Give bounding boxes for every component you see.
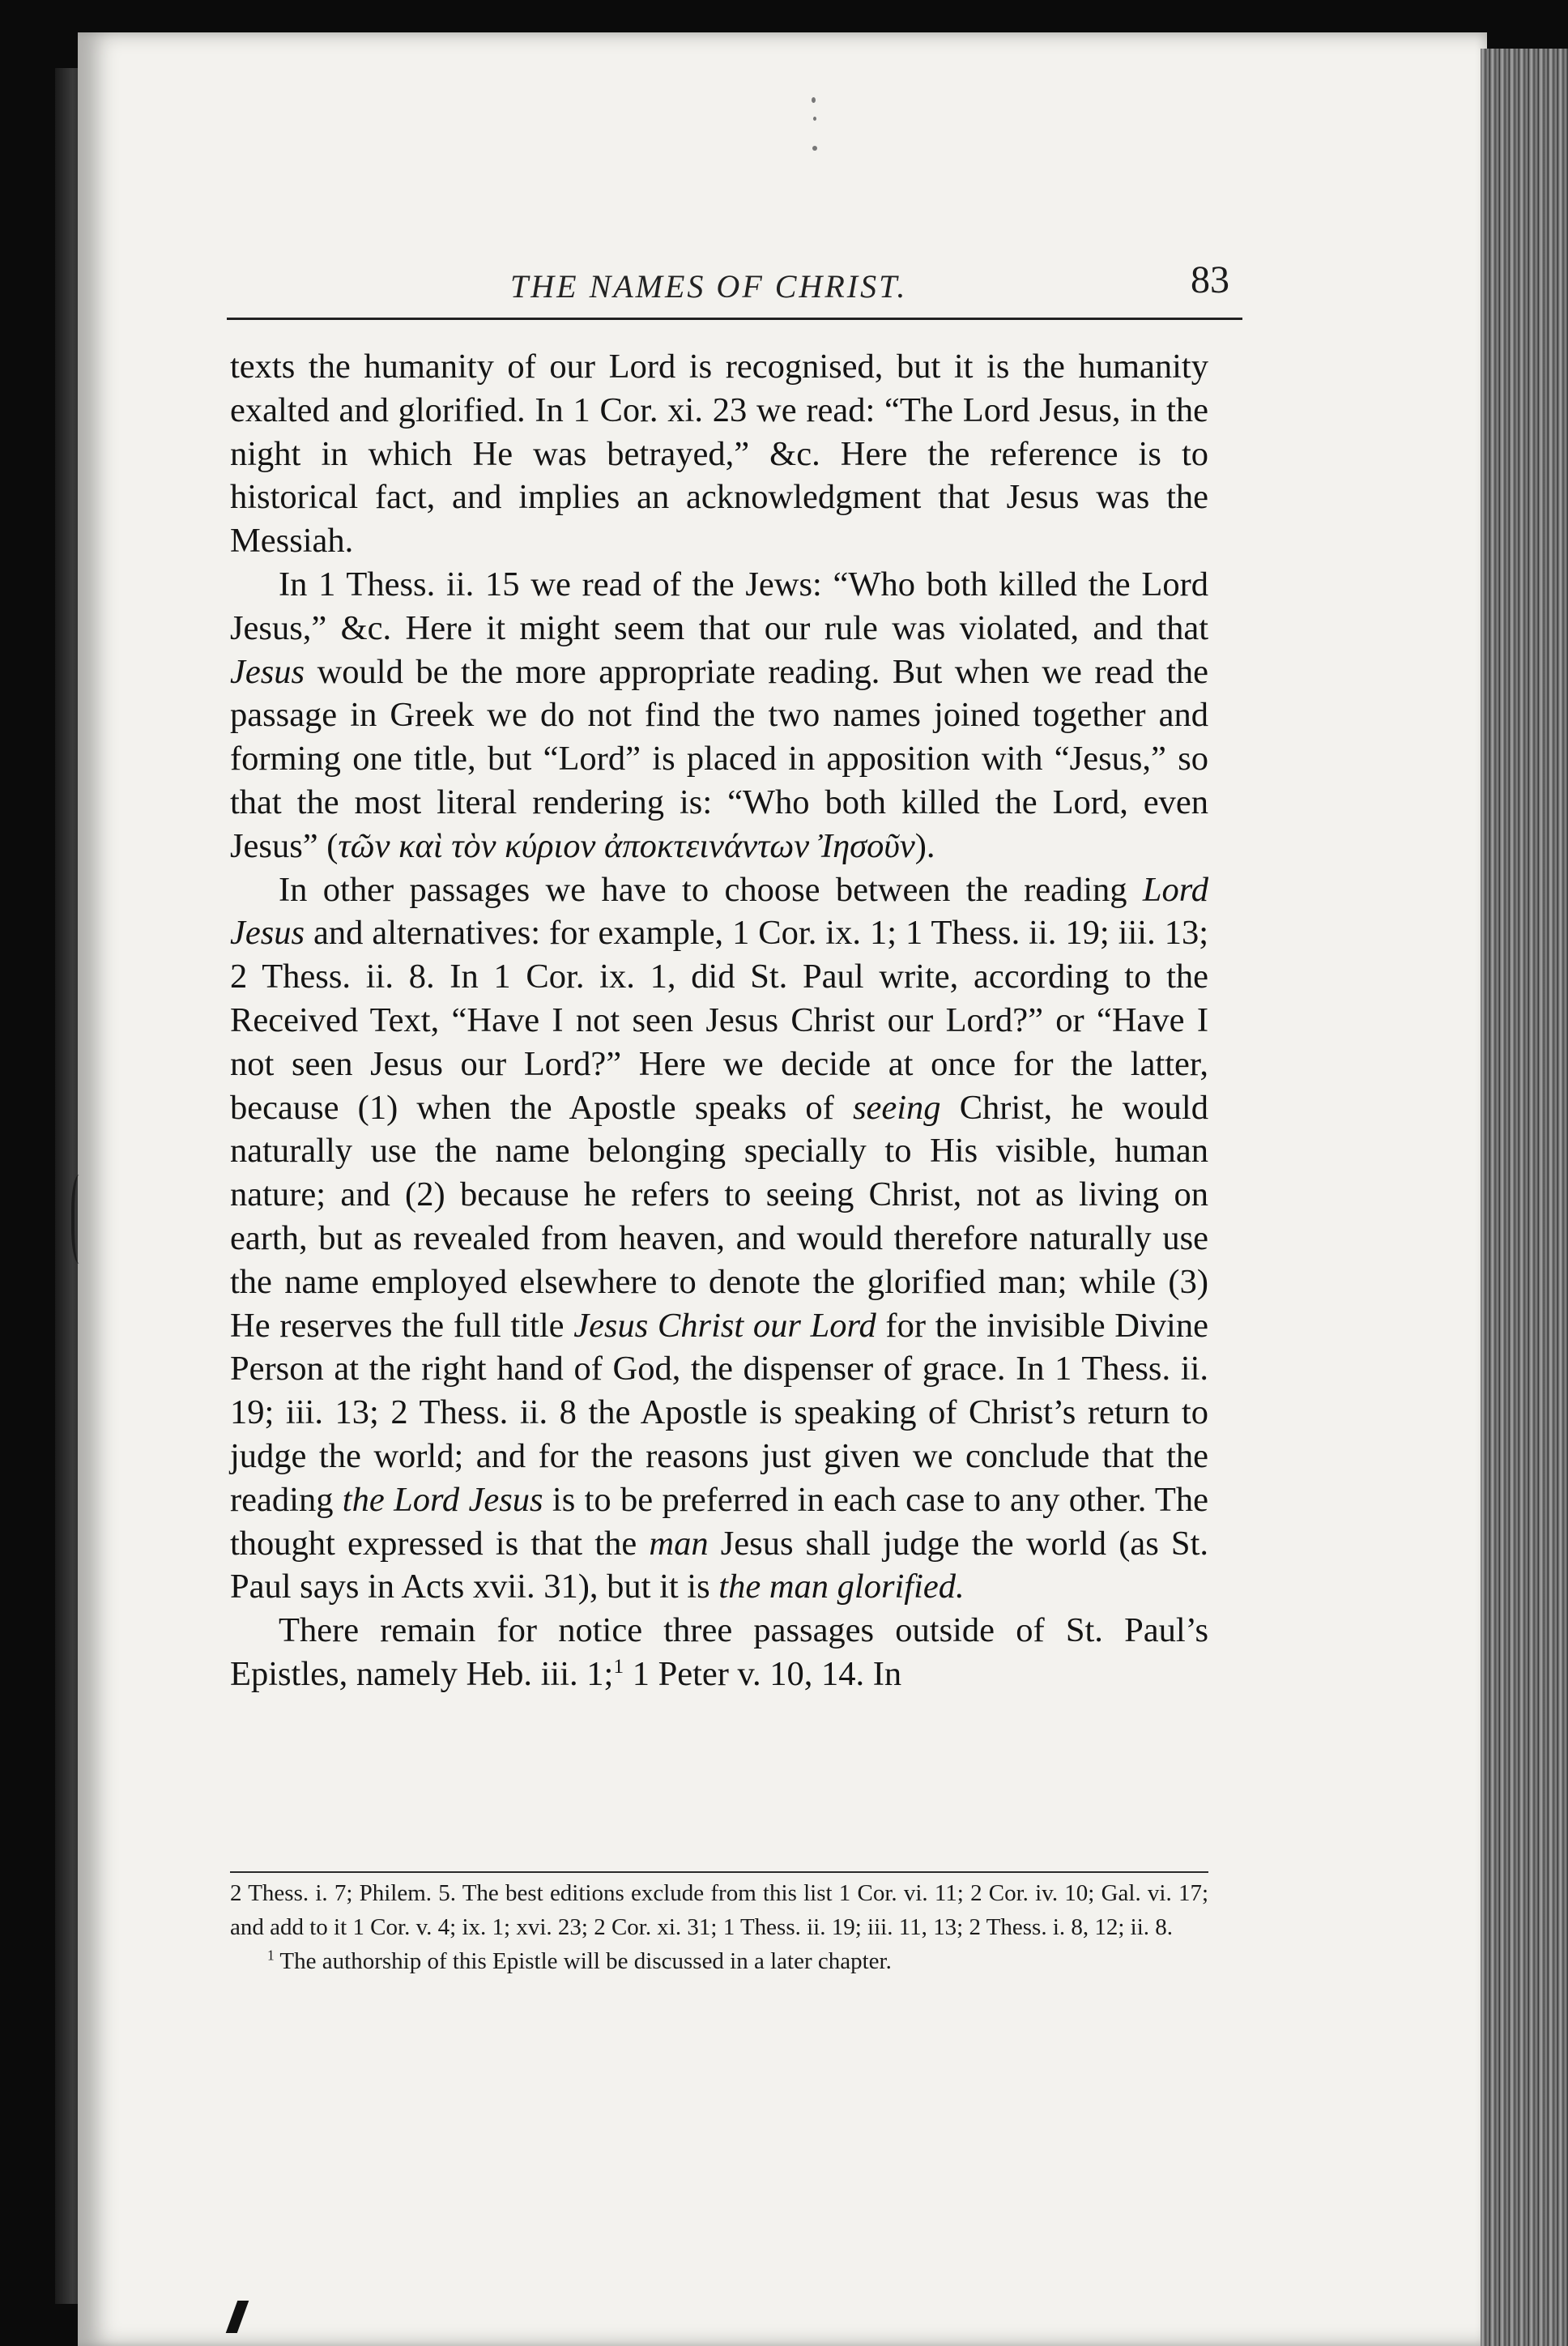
italic-run: Jesus xyxy=(230,652,305,691)
paragraph-2 xyxy=(230,563,1208,868)
text-run: There remain for notice three passages outside of St. Paul’s Epistles, namely Heb. iii. 1; xyxy=(230,1611,1208,1693)
paragraph-3 xyxy=(230,868,1208,1610)
italic-run: Lord Jesus xyxy=(230,870,1208,953)
text-run: Jesus shall judge the world (as St. Paul says in Acts xvii. 31), but it is xyxy=(230,1524,1209,1606)
footnote-continuation: 2 Thess. i. 7; Philem. 5. The best editions exclude from this list 1 Cor. vi. 11; 2 Cor. iv. 10; Gal. vi. 17; and add to it 1 Cor. v. 4; ix. 1; xvi. 23; 2 Cor. xi. 31; 1 Thess. ii. 19; iii. 11, 13; 2 Thess. i. 8, 12; ii. 8. xyxy=(230,1880,1208,1940)
page-number: 83 xyxy=(1191,258,1229,301)
text-run: for the invisible Divine Person at the right hand of God, the dispenser of grace. In 1 Thess. ii. 19; iii. 13; 2 Thess. ii. 8 the Apostle is speaking of Christ’s return to judge the world; and for the reasons just given we conclude that the reading xyxy=(230,1306,1208,1519)
text-run: In 1 Thess. ii. 15 we read of the Jews: “Who both killed the Lord Jesus,” &c. Here it might seem that our rule was violated, and that xyxy=(230,565,1208,647)
text-run: would be the more appropriate reading. But when we read the passage in Greek we do not find the two names joined together and forming one title, but “Lord” is placed in apposition with “Jesus,” so that the most literal rendering is: “Who both killed the Lord, even Jesus” ( xyxy=(230,652,1208,865)
text-run: In other passages we have to choose between the reading xyxy=(279,870,1143,909)
italic-run: seeing xyxy=(852,1088,941,1127)
paragraph-4 xyxy=(230,1609,1208,1696)
page-stack-edges xyxy=(1481,49,1568,2346)
text-run: 1 Peter v. 10, 14. In xyxy=(624,1654,902,1693)
footnote-1 xyxy=(230,1944,1208,1978)
paragraph-1 xyxy=(230,345,1208,563)
text-run: and alternatives: for example, 1 Cor. ix. 1; 1 Thess. ii. 19; iii. 13; 2 Thess. ii. 8. In 1 Cor. ix. 1, did St. Paul write, according to the Received Text, “Have I not seen Jesus Christ our Lord?” or “Have I not seen Jesus our Lord?” Here we decide at once for the latter, because (1) when the Apostle speaks of xyxy=(230,914,1208,1127)
text-run: texts the humanity of our Lord is recognised, but it is the humanity exalted and glorified. In 1 Cor. xi. 23 we read: “The Lord Jesus, in the night in which He was betrayed,” &c. Here the reference is to historical fact, and implies an acknowledgment that Jesus was the Messiah. xyxy=(230,348,1208,561)
italic-run: the Lord Jesus xyxy=(342,1480,543,1519)
greek-text: τῶν καὶ τὸν κύριον ἀποκτεινάντων Ἰησοῦν xyxy=(338,826,915,865)
margin-mark xyxy=(71,1175,91,1264)
italic-run: man xyxy=(649,1524,709,1563)
running-head xyxy=(227,258,1229,314)
footnote-ref: 1 xyxy=(613,1653,624,1678)
header-rule xyxy=(227,318,1242,320)
footnotes xyxy=(230,1876,1208,1978)
text-run: ). xyxy=(914,826,935,865)
main-text xyxy=(230,345,1208,1696)
footnote-marker: 1 xyxy=(267,1947,275,1964)
running-title: THE NAMES OF CHRIST. xyxy=(510,268,908,305)
footnote-rule xyxy=(230,1871,1208,1873)
footnote-text: The authorship of this Epistle will be discussed in a later chapter. xyxy=(274,1948,892,1974)
print-specks xyxy=(810,97,821,194)
italic-run: Jesus Christ our Lord xyxy=(573,1306,876,1345)
text-run: is to be preferred in each case to any other. The thought expressed is that the xyxy=(230,1480,1208,1563)
italic-run: the man glorified. xyxy=(718,1568,965,1606)
text-run: Christ, he would naturally use the name belonging specially to His visible, human nature; and (2) because he refers to seeing Christ, not as living on earth, but as revealed from heaven, and would therefore naturally use the name employed elsewhere to denote the glorified man; while (3) He reserves the full title xyxy=(230,1088,1208,1345)
